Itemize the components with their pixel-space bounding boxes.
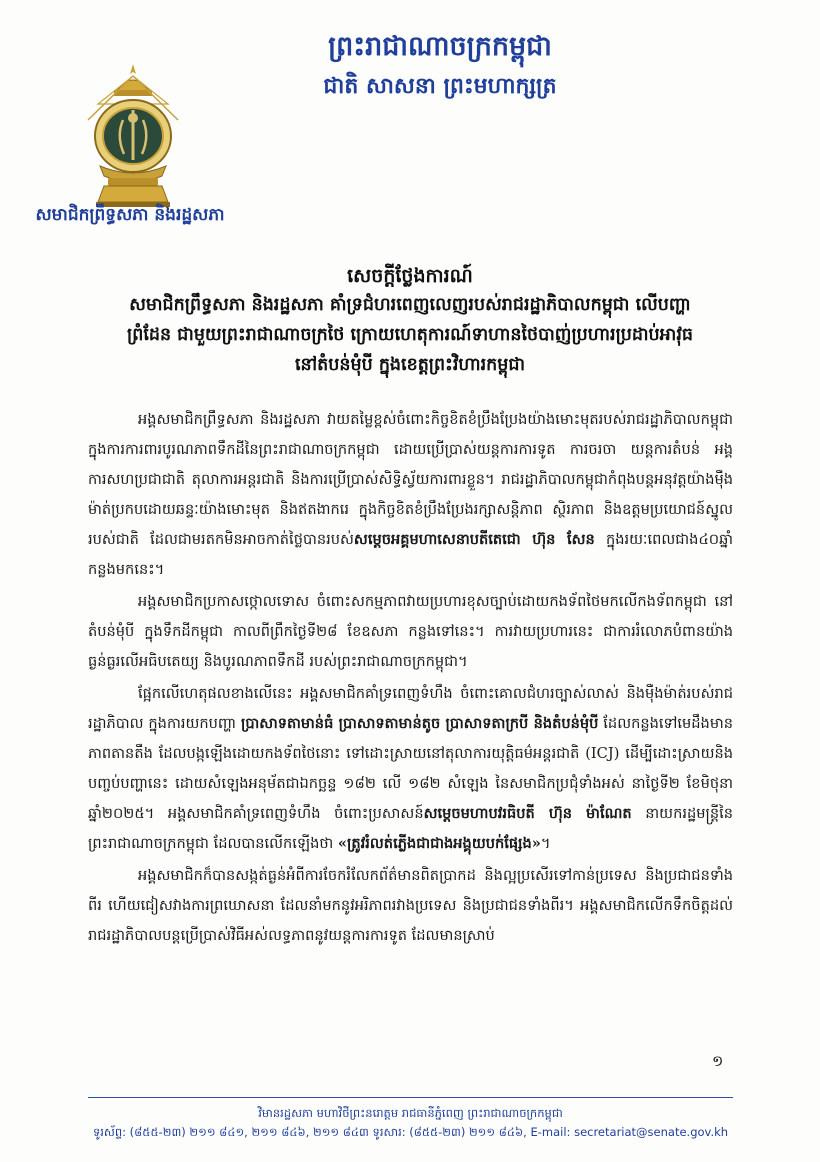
paragraph-3-bold-quote: «ត្រូវរំលត់ភ្លើងជាជាងអង្គុយបក់ផ្សែង» [337, 835, 541, 852]
page-number: ១ [712, 1052, 724, 1070]
title-line-2: សមាជិកព្រឹទ្ធសភា និងរដ្ឋសភា គាំទ្រជំហរពេញលេញរបស់រាជរដ្ឋាភិបាលកម្ពុជា លើបញ្ហា [129, 295, 691, 315]
paragraph-2: អង្គសមាជិកប្រកាសថ្កោលទោស ចំពោះសកម្មភាពវាយប្រហារខុសច្បាប់ដោយកងទ័ពថៃមកលើកងទ័ពកម្ពុជា នៅតំបន់មុំបី ក្នុងទឹកដីកម្ពុជា កាលពីព្រឹកថ្ងៃទី២៨ ខែឧសភា កន្លងទៅនេះ។ ការវាយប្រហារនេះ ជាការរំលោភបំពានយ៉ាងធ្ងន់ធ្ងរលើអធិបតេយ្យ និងបូរណភាពទឹកដី របស់ព្រះរាជាណាចក្រកម្ពុជា។ [88, 593, 733, 670]
paragraph-3-bold-name: សម្តេចមហាបវរធិបតី ហ៊ុន ម៉ាណែត [423, 805, 632, 822]
kingdom-title: ព្រះរាជាណាចក្រកម្ពុជា [328, 31, 552, 62]
paragraph-3-text-b: ដែលកន្លងទៅមេដឹងមានភាពតានតឹង ដែលបង្កឡើងដោយកងទ័ពថៃនោះ ទៅដោះស្រាយនៅតុលាការយុត្តិធម៌អន្តរជាតិ (ICJ) ដើម្បីដោះស្រាយនិងបញ្ចប់បញ្ហានេះ ដោយសំឡេងអនុម័តជាឯកច្ឆន្ទ ១៨២ លើ ១៨២ សំឡេង នៃសមាជិកប្រជុំទាំងអស់ នាថ្ងៃទី២ ខែមិថុនា ឆ្នាំ២០២៥។ អង្គសមាជិកគាំទ្រពេញទំហឹង ចំពោះប្រសាសន៍ [88, 715, 733, 822]
paragraph-1 [88, 405, 733, 585]
paragraph-3-text-a: ផ្អែកលើហេតុផលខាងលើនេះ អង្គសមាជិកគាំទ្រពេញទំហឹង ចំពោះគោលជំហរច្បាស់លាស់ និងម៉ឺងម៉ាត់របស់រាជរដ្ឋាភិបាល ក្នុងការយកបញ្ហា [88, 685, 733, 732]
paragraph-3 [88, 679, 733, 859]
statement-body [88, 405, 733, 953]
national-motto: ជាតិ សាសនា ព្រះមហាក្សត្រ [323, 73, 557, 99]
paragraph-4: អង្គសមាជិកក៏បានសង្កត់ធ្ងន់អំពីការចែករំលែកព័ត៌មានពិតប្រាកដ និងល្អប្រសើរទៅកាន់ប្រទេស និងប្រជាជនទាំងពីរ ហើយជៀសវាងការព្រឃោសនា ដែលនាំមកនូវអរិភាពរវាងប្រទេស និងប្រជាជនទាំងពីរ។ អង្គសមាជិកលើកទឹកចិត្តដល់រាជរដ្ឋាភិបាលបន្តប្រើប្រាស់វិធីអស់លទ្ធភាពនូវយន្តការការទូត ដែលមានស្រាប់ [88, 867, 733, 944]
royal-emblem-icon [78, 62, 188, 208]
paragraph-1-bold-name: សម្តេចអគ្គមហាសេនាបតីតេជោ ហ៊ុន សែន [353, 531, 595, 548]
paragraph-3-bold-temples: ប្រាសាទតាមាន់ធំ ប្រាសាទតាមាន់តូច ប្រាសាទតាក្របី និងតំបន់មុំបី [240, 715, 599, 732]
footer [88, 1104, 733, 1142]
letterhead [240, 28, 640, 102]
paragraph-3-text-c: នាយករដ្ឋមន្ត្រីនៃព្រះរាជាណាចក្រកម្ពុជា ដែលបានលើកឡើងថា [88, 805, 733, 852]
organization-name: សមាជិកព្រឹទ្ធសភា និងរដ្ឋសភា [35, 205, 225, 225]
title-line-3: ព្រំដែន ជាមួយព្រះរាជាណាចក្រថៃ ក្រោយហេតុការណ៍ទាហានថៃបាញ់ប្រហារប្រដាប់អាវុធ [127, 325, 693, 345]
paragraph-1-text-a: អង្គសមាជិកព្រឹទ្ធសភា និងរដ្ឋសភា វាយតម្លៃខ្ពស់ចំពោះកិច្ចខិតខំប្រឹងប្រែងយ៉ាងមោះមុតរបស់រាជរដ្ឋាភិបាលកម្ពុជា ក្នុងការការពារបូរណភាពទឹកដីនៃព្រះរាជាណាចក្រកម្ពុជា ដោយប្រើប្រាស់យន្តការការទូត ការចរចា យន្តការតំបន់ អង្គការសហប្រជាជាតិ តុលាការអន្តរជាតិ និងការប្រើប្រាស់សិទ្ធិស្វ័យការពារខ្លួន។ រាជរដ្ឋាភិបាលកម្ពុជាកំពុងបន្តអនុវត្តយ៉ាងម៉ឺងម៉ាត់ប្រកបដោយឆន្ទៈយ៉ាងមោះមុត និងឥតងាករេ ក្នុងកិច្ចខិតខំប្រឹងប្រែងរក្សាសន្តិភាព ស្ថិរភាព និងឧត្តមប្រយោជន៍ស្នូលរបស់ជាតិ ដែលជាមរតកមិនអាចកាត់ថ្លៃបានរបស់ [88, 411, 733, 548]
title-line-1: សេចក្តីថ្លែងការណ៍ [347, 265, 473, 287]
footer-contact: ទូរស័ព្ទ: (៨៥៥-២៣) ២១១ ៨៤១, ២១១ ៨៤៦, ២១១ ៨៤៣ ទូរសារ: (៨៥៥-២៣) ២១១ ៨៤៦, E-mail: secretariat@senate.gov.kh [92, 1125, 729, 1139]
paragraph-1-text-b: ក្នុងរយៈពេលជាង៤០ឆ្នាំ កន្លងមកនេះ។ [88, 531, 734, 578]
paragraph-3-text-d: ។ [540, 835, 551, 852]
footer-divider [88, 1097, 733, 1098]
title-line-4: នៅតំបន់មុំបី ក្នុងខេត្តព្រះវិហារកម្ពុជា [294, 355, 526, 375]
statement-title [90, 262, 730, 380]
footer-address: វិមានរដ្ឋសភា មហាវិថីព្រះនរោត្តម រាជធានីភ្នំពេញ ព្រះរាជាណាចក្រកម្ពុជា [258, 1106, 563, 1120]
